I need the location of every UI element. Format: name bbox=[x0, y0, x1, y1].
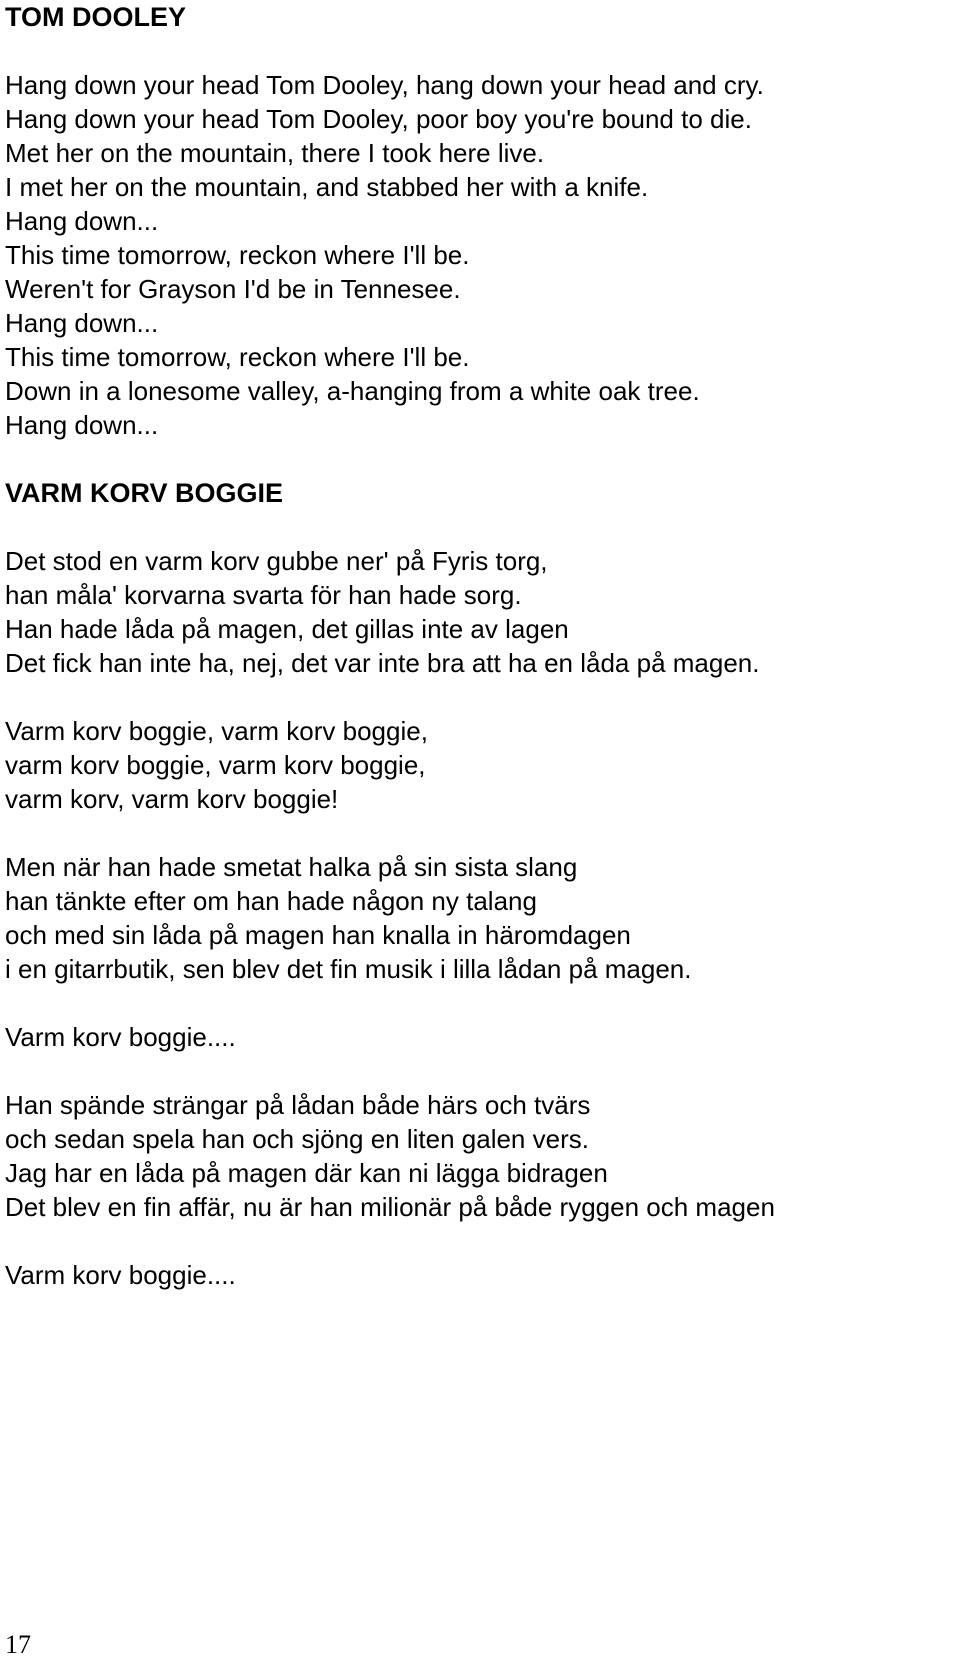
document-page bbox=[5, 0, 955, 1292]
lyric-line: This time tomorrow, reckon where I'll be. bbox=[5, 342, 470, 372]
chorus-reference: Varm korv boggie.... bbox=[5, 1260, 236, 1290]
lyric-line: Hang down your head Tom Dooley, hang down your head and cry. bbox=[5, 70, 764, 100]
lyric-line: Han hade låda på magen, det gillas inte av lagen bbox=[5, 614, 569, 644]
chorus-line: varm korv, varm korv boggie! bbox=[5, 784, 339, 814]
page-number: 17 bbox=[5, 1630, 31, 1659]
lyric-line: Det fick han inte ha, nej, det var inte bra att ha en låda på magen. bbox=[5, 648, 760, 678]
chorus-line: Varm korv boggie, varm korv boggie, bbox=[5, 716, 428, 746]
spacer bbox=[5, 510, 955, 544]
lyric-line: Hang down... bbox=[5, 410, 159, 440]
spacer bbox=[5, 1224, 955, 1258]
song-title-tom-dooley: TOM DOOLEY bbox=[5, 2, 187, 32]
chorus-line: varm korv boggie, varm korv boggie, bbox=[5, 750, 426, 780]
spacer bbox=[5, 1054, 955, 1088]
lyric-line: han tänkte efter om han hade någon ny talang bbox=[5, 886, 537, 916]
spacer bbox=[5, 34, 955, 68]
lyric-line: This time tomorrow, reckon where I'll be. bbox=[5, 240, 470, 270]
lyric-line: Men när han hade smetat halka på sin sista slang bbox=[5, 852, 578, 882]
lyric-line: Met her on the mountain, there I took here live. bbox=[5, 138, 545, 168]
spacer bbox=[5, 442, 955, 476]
lyric-line: Jag har en låda på magen där kan ni lägga bidragen bbox=[5, 1158, 608, 1188]
lyric-line: Down in a lonesome valley, a-hanging from a white oak tree. bbox=[5, 376, 700, 406]
lyric-line: Han spände strängar på lådan både härs och tvärs bbox=[5, 1090, 591, 1120]
lyric-line: Hang down your head Tom Dooley, poor boy you're bound to die. bbox=[5, 104, 752, 134]
lyric-line: I met her on the mountain, and stabbed her with a knife. bbox=[5, 172, 649, 202]
lyric-line: Det blev en fin affär, nu är han milionär på både ryggen och magen bbox=[5, 1192, 775, 1222]
spacer bbox=[5, 986, 955, 1020]
lyric-line: Det stod en varm korv gubbe ner' på Fyris torg, bbox=[5, 546, 548, 576]
lyric-line: i en gitarrbutik, sen blev det fin musik i lilla lådan på magen. bbox=[5, 954, 692, 984]
lyric-line: han måla' korvarna svarta för han hade sorg. bbox=[5, 580, 522, 610]
spacer bbox=[5, 816, 955, 850]
lyric-line: och sedan spela han och sjöng en liten galen vers. bbox=[5, 1124, 589, 1154]
lyric-line: Hang down... bbox=[5, 206, 159, 236]
spacer bbox=[5, 680, 955, 714]
lyric-line: Hang down... bbox=[5, 308, 159, 338]
lyric-line: Weren't for Grayson I'd be in Tennesee. bbox=[5, 274, 461, 304]
song-title-varm-korv-boggie: VARM KORV BOGGIE bbox=[5, 478, 284, 508]
lyric-line: och med sin låda på magen han knalla in häromdagen bbox=[5, 920, 631, 950]
chorus-reference: Varm korv boggie.... bbox=[5, 1022, 236, 1052]
